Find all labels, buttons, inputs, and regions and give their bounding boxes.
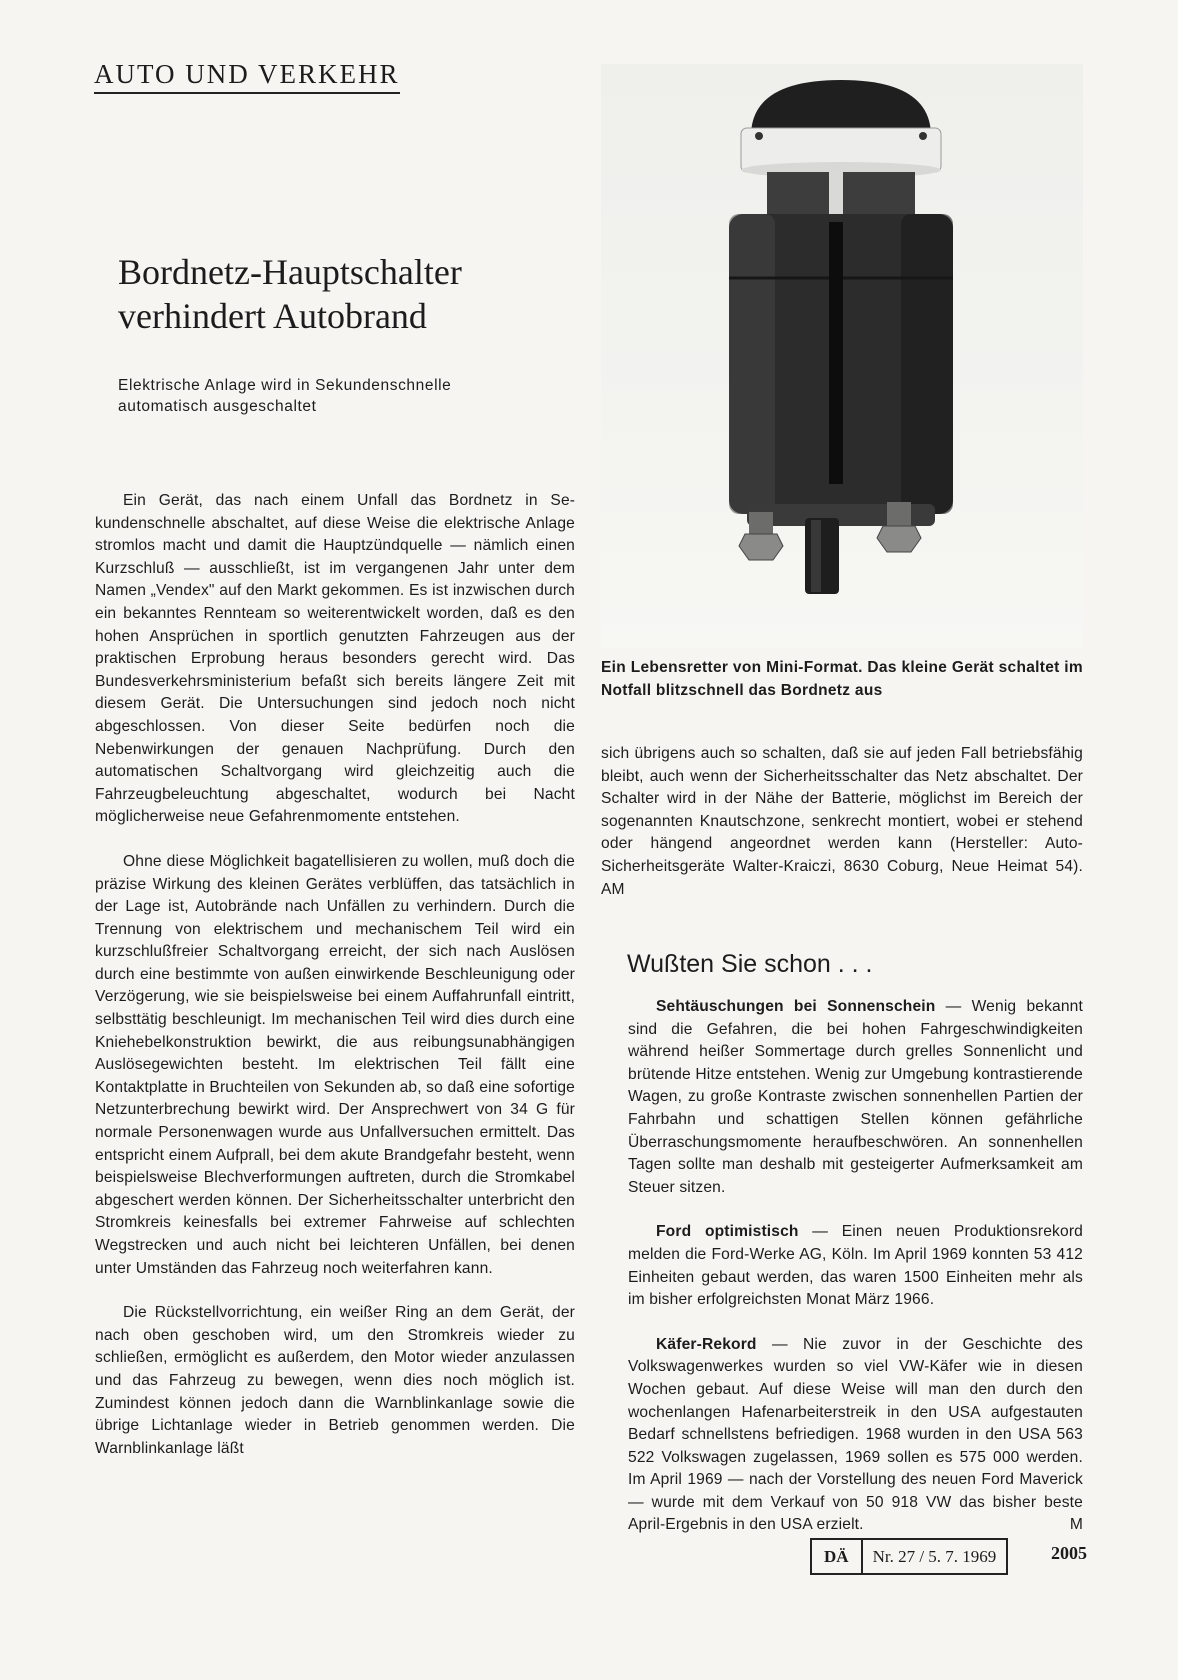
article-headline — [118, 250, 598, 338]
subtitle-line-2: automatisch ausgeschaltet — [118, 398, 317, 415]
journal-logo: DÄ — [812, 1540, 863, 1573]
sidebar-news-list — [628, 996, 1083, 1537]
news-item-signature: M — [1069, 1516, 1083, 1534]
news-item-lead: Ford optimistisch — [656, 1223, 799, 1241]
news-item-text: — Wenig bekannt sind die Gefahren, die bei hohen Fahrgeschwindigkeiten während heißer Sommertage durch grelles Sonnenlicht und brütende Hitze entstehen. Wenig zur Umgebung kontrastierende Wagen, zu große Kontraste zwischen sonnenhellen Partien der Fahrbahn und schattigen Stellen können gefährliche Überraschungsmomente heraufbeschwören. An sonnenhellen Tagen sollte man deshalb mit gesteigerter Aufmerksamkeit am Steuer sitzen. — [628, 998, 1083, 1196]
article-column-right — [601, 743, 1083, 901]
article-subtitle — [118, 375, 578, 417]
subtitle-line-1: Elektrische Anlage wird in Sekundenschnelle — [118, 377, 452, 394]
news-item — [628, 996, 1083, 1199]
photo-caption: Ein Lebensretter von Mini-Format. Das kleine Gerät schaltet im Notfall blitzschnell das Bordnetz aus — [601, 659, 1083, 699]
article-paragraph: Ohne diese Möglichkeit bagatellisieren zu wollen, muß doch die präzise Wirkung des kleinen Gerätes verblüffen, das tatsächlich in der Lage ist, Autobrände nach Unfällen zu verhindern. Durch die Trennung von elektrischem und mechanischem Teil wird ein kurzschlußfreier Schaltvorgang erreicht, der sich nach Auslösen durch eine bestimmte von außen einwirkende Beschleunigung oder Verzögerung, wie sie beispielsweise bei einem Auffahrunfall eintritt, selbsttätig beschleunigt. Im mechanischen Teil wird dies durch eine Kniehebelkonstruktion bewirkt, die aus reibungsunabhängigen Auslösegewichten besteht. Im elektrischen Teil fällt eine Kontaktplatte in Bruchteilen von Sekunden ab, so daß eine sofortige Netzunterbrechung bewirkt wird. Der Ansprechwert von 34 G für normale Personenwagen wurde aus Unfallversuchen ermittelt. Das entspricht einem Aufprall, bei dem akute Brandgefahr besteht, wenn beispielsweise Blechverformungen auftreten, durch die Stromkabel abgeschert werden können. Der Sicherheitsschalter unterbricht den Stromkreis keinesfalls bei extremer Fahrweise auf schlechten Wegstrecken und auch nicht bei leichteren Unfällen, bei denen unter Umständen das Fahrzeug noch weiterfahren kann. — [95, 852, 575, 1277]
article-paragraph: sich übrigens auch so schalten, daß sie auf jeden Fall betriebsfähig bleibt, auch wenn der Sicherheitsschalter das Netz abschaltet. Der Schalter wird in der Nähe der Batterie, möglichst im Bereich der sogenannten Knautschzone, senkrecht montiert, wobei er stehend oder hängend angeordnet werden kann (Hersteller: Auto-Sicherheitsgeräte Walter-Kraiczi, 8630 Coburg, Neue Heimat 54). AM — [601, 745, 1083, 898]
news-item — [628, 1334, 1083, 1537]
page-number: 2005 — [1051, 1543, 1087, 1563]
article-paragraph: Ein Gerät, das nach einem Unfall das Bordnetz in Sekundenschnelle abschaltet, auf diese Weise die elektrische Anlage stromlos macht und damit die Hauptzündquelle — nämlich einen Kurzschluß — ausschließt, ist im vergangenen Jahr unter dem Namen „Vendex" auf den Markt gekommen. Es ist inzwischen durch ein bekanntes Rennteam so weiterentwickelt worden, daß es den hohen Ansprüchen in sportlich genutzten Fahrzeugen aus der praktischen Erprobung heraus besonders gerecht wird. Das Bundesverkehrsministerium befaßt sich bereits längere Zeit mit diesem Gerät. Die Untersuchungen sind jedoch noch nicht abgeschlossen. Von dieser Seite bedürfen noch die Nebenwirkungen der genauen Nachprüfung. Durch den automatischen Schaltvorgang wird gleichzeitig auch die Fahrzeugbeleuchtung abgeschaltet, wodurch bei Nacht möglicherweise neue Gefahrenmomente entstehen. — [95, 492, 575, 826]
news-item — [628, 1221, 1083, 1311]
footer-issue-box — [810, 1538, 1008, 1575]
news-item-lead: Käfer-Rekord — [656, 1335, 757, 1353]
headline-line-2: verhindert Autobrand — [118, 296, 427, 336]
news-item-text: — Einen neuen Produktionsrekord melden die Ford-Werke AG, Köln. Im April 1969 konnten 53 412 Einheiten gebaut werden, das waren 1500 Einheiten mehr als im bisher erfolgreichsten Monat März 1966. — [628, 1223, 1083, 1309]
product-photo — [601, 64, 1083, 648]
sidebar-title: Wußten Sie schon . . . — [627, 950, 873, 978]
section-header: AUTO UND VERKEHR — [94, 58, 400, 94]
news-item-text: — Nie zuvor in der Geschichte des Volkswagenwerkes wurden so viel VW-Käfer wie in diesen Wochen gebaut. Auf diese Weise will man den durch den wochenlangen Hafenarbeiterstreik in den USA aufgestauten Bedarf schnellstens befriedigen. 1968 wurden in den USA 563 522 Volkswagen zugelassen, 1969 sollen es 575 000 werden. Im April 1969 — nach der Vorstellung des neuen Ford Maverick — wurde mit dem Verkauf von 50 918 VW das bisher beste April-Ergebnis in den USA erzielt. — [628, 1335, 1083, 1534]
article-column-left — [95, 490, 575, 1460]
switch-device-illustration — [601, 64, 1083, 648]
headline-line-1: Bordnetz-Hauptschalter — [118, 252, 462, 292]
article-paragraph: Die Rückstellvorrichtung, ein weißer Ring an dem Gerät, der nach oben geschoben wird, um den Stromkreis wieder zu schließen, ermöglicht es außerdem, den Motor wieder anzulassen und das Fahrzeug zu bewegen, wenn dies noch möglich ist. Zumindest können jedoch dann die Warnblinkanlage sowie die übrige Lichtanlage wieder in Betrieb genommen werden. Die Warnblinkanlage läßt — [95, 1304, 575, 1457]
news-item-lead: Sehtäuschungen bei Sonnenschein — [656, 998, 936, 1015]
issue-info: Nr. 27 / 5. 7. 1969 — [872, 1546, 997, 1566]
